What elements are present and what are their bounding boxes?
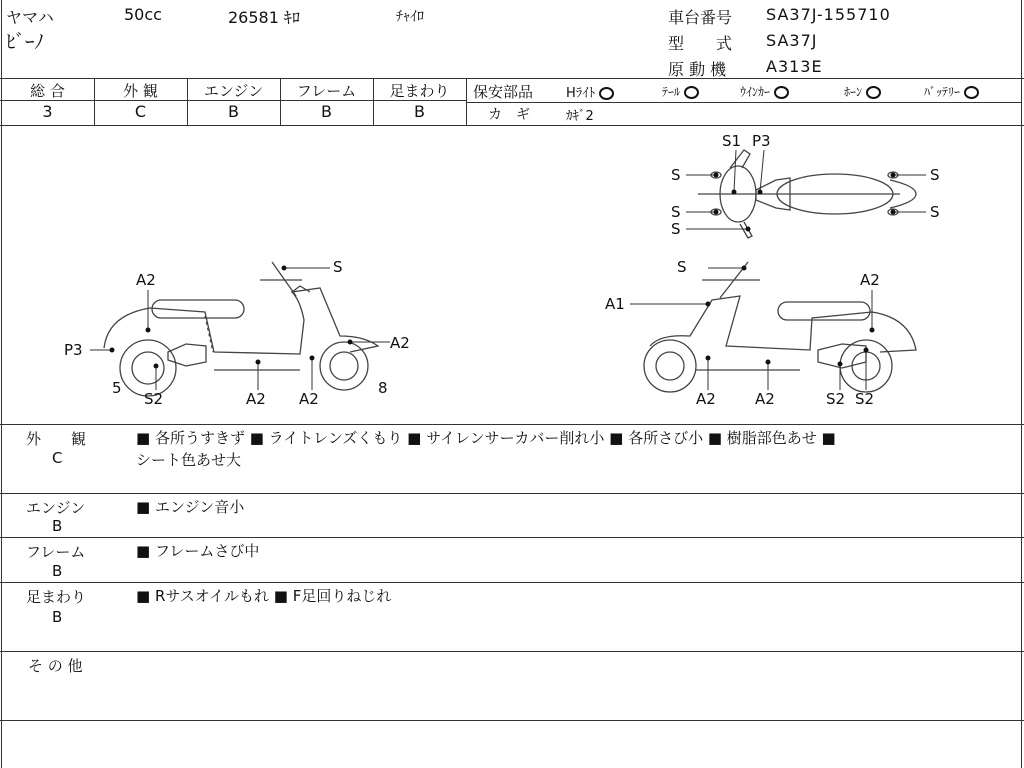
remark-label: そ の 他 xyxy=(28,657,83,675)
label-right-a2-leg: A2 xyxy=(696,390,716,408)
remark-grade: C xyxy=(52,449,63,467)
label-right-s-handle: S xyxy=(677,258,687,276)
safety-item-label: ｳｲﾝｶｰ xyxy=(740,85,771,99)
remark-text: シート色あせ大 xyxy=(136,451,242,469)
grade-value-engine: B xyxy=(228,102,239,121)
ok-circle-icon xyxy=(599,87,614,100)
key-label: カ ギ xyxy=(488,107,530,123)
type-value: SA37J xyxy=(766,31,818,50)
grade-divider xyxy=(466,78,467,125)
safety-item-horn xyxy=(844,83,881,100)
safety-item-tail xyxy=(662,83,699,100)
label-right-a2-seat: A2 xyxy=(860,271,880,289)
damage-diagram xyxy=(0,126,1022,424)
engine-label: 原 動 機 xyxy=(668,60,727,79)
grade-label-exterior: 外 観 xyxy=(123,82,158,100)
remarks-bottom-rule xyxy=(0,720,1024,721)
ok-circle-icon xyxy=(684,86,699,99)
label-top-s: S xyxy=(930,203,940,221)
displacement: 50cc xyxy=(124,5,162,24)
label-top-s: S xyxy=(671,220,681,238)
remark-text: ■ エンジン音小 xyxy=(136,498,245,516)
label-left-8: 8 xyxy=(378,379,388,397)
remark-label: 足まわり xyxy=(26,588,87,606)
remarks-rule xyxy=(0,537,1024,538)
grade-value-frame: B xyxy=(321,102,332,121)
remark-text: ■ 各所うすきず ■ ライトレンズくもり ■ サイレンサーカバー削れ小 ■ 各所さび小 ■ 樹脂部色あせ ■ xyxy=(136,429,836,447)
grade-value-exterior: C xyxy=(134,102,147,121)
label-right-s2: S2 xyxy=(855,390,875,408)
label-left-a2-leg: A2 xyxy=(299,390,319,408)
label-left-a2-floor: A2 xyxy=(246,390,266,408)
scooter-top-view xyxy=(698,150,916,238)
label-right-s2: S2 xyxy=(826,390,846,408)
color: ﾁｬｲﾛ xyxy=(396,9,424,25)
safety-mid-rule xyxy=(467,102,1022,103)
grade-value-overall: 3 xyxy=(42,102,53,121)
remarks-rule xyxy=(0,582,1024,583)
mileage: 26581 ｷﾛ xyxy=(228,8,300,27)
remark-label: 外 観 xyxy=(26,430,87,448)
remark-text: ■ フレームさび中 xyxy=(136,542,260,560)
safety-parts-title: 保安部品 xyxy=(473,83,534,101)
remarks-rule xyxy=(0,651,1024,652)
grade-top-rule xyxy=(0,78,1024,79)
remark-grade: B xyxy=(52,562,63,580)
remarks-rule xyxy=(0,493,1024,494)
remark-grade: B xyxy=(52,608,63,626)
label-left-a2-front: A2 xyxy=(390,334,410,352)
safety-item-headlight xyxy=(566,82,614,101)
ok-circle-icon xyxy=(774,86,789,99)
grade-label-overall: 総 合 xyxy=(30,82,65,100)
remark-label: エンジン xyxy=(26,499,86,517)
safety-item-winker xyxy=(740,83,789,100)
label-left-5: 5 xyxy=(112,379,122,397)
remark-text: ■ Rサスオイルもれ ■ F足回りねじれ xyxy=(136,587,392,605)
safety-item-battery xyxy=(924,83,979,100)
label-right-a2-floor: A2 xyxy=(755,390,775,408)
label-left-s2: S2 xyxy=(144,390,164,408)
remark-grade: B xyxy=(52,517,63,535)
label-top-s: S xyxy=(930,166,940,184)
frame-no: SA37J-155710 xyxy=(766,5,891,24)
safety-item-label: ﾎｰﾝ xyxy=(844,85,863,99)
safety-item-label: ﾊﾞｯﾃﾘｰ xyxy=(924,85,961,99)
label-left-p3: P3 xyxy=(64,341,83,359)
ok-circle-icon xyxy=(866,86,881,99)
safety-item-label: ﾃｰﾙ xyxy=(662,85,681,99)
label-top-s: S xyxy=(671,166,681,184)
remarks-top-rule xyxy=(0,424,1024,425)
safety-item-label: Hﾗｲﾄ xyxy=(566,86,596,101)
grade-label-engine: エンジン xyxy=(203,82,264,100)
ok-circle-icon xyxy=(964,86,979,99)
leader-lines xyxy=(90,150,926,390)
label-left-s-handle: S xyxy=(333,258,343,276)
label-left-a2-seat: A2 xyxy=(136,271,156,289)
frame-no-label: 車台番号 xyxy=(668,8,733,27)
grade-label-frame: フレーム xyxy=(296,82,357,100)
grade-label-suspension: 足まわり xyxy=(389,82,450,100)
engine-value: A313E xyxy=(766,57,823,76)
diagram-labels xyxy=(64,132,940,408)
maker: ヤマハ xyxy=(6,8,54,27)
remark-label: フレーム xyxy=(26,543,86,561)
label-top-p3: P3 xyxy=(752,132,771,150)
grade-value-suspension: B xyxy=(414,102,425,121)
type-label: 型 式 xyxy=(668,34,733,53)
key-value: ｶｷﾞ2 xyxy=(566,109,594,124)
label-right-a1: A1 xyxy=(605,295,625,313)
label-top-s: S xyxy=(671,203,681,221)
damage-dots xyxy=(110,173,896,369)
model-name: ﾋﾞｰﾉ xyxy=(6,31,45,53)
label-top-s1: S1 xyxy=(722,132,742,150)
